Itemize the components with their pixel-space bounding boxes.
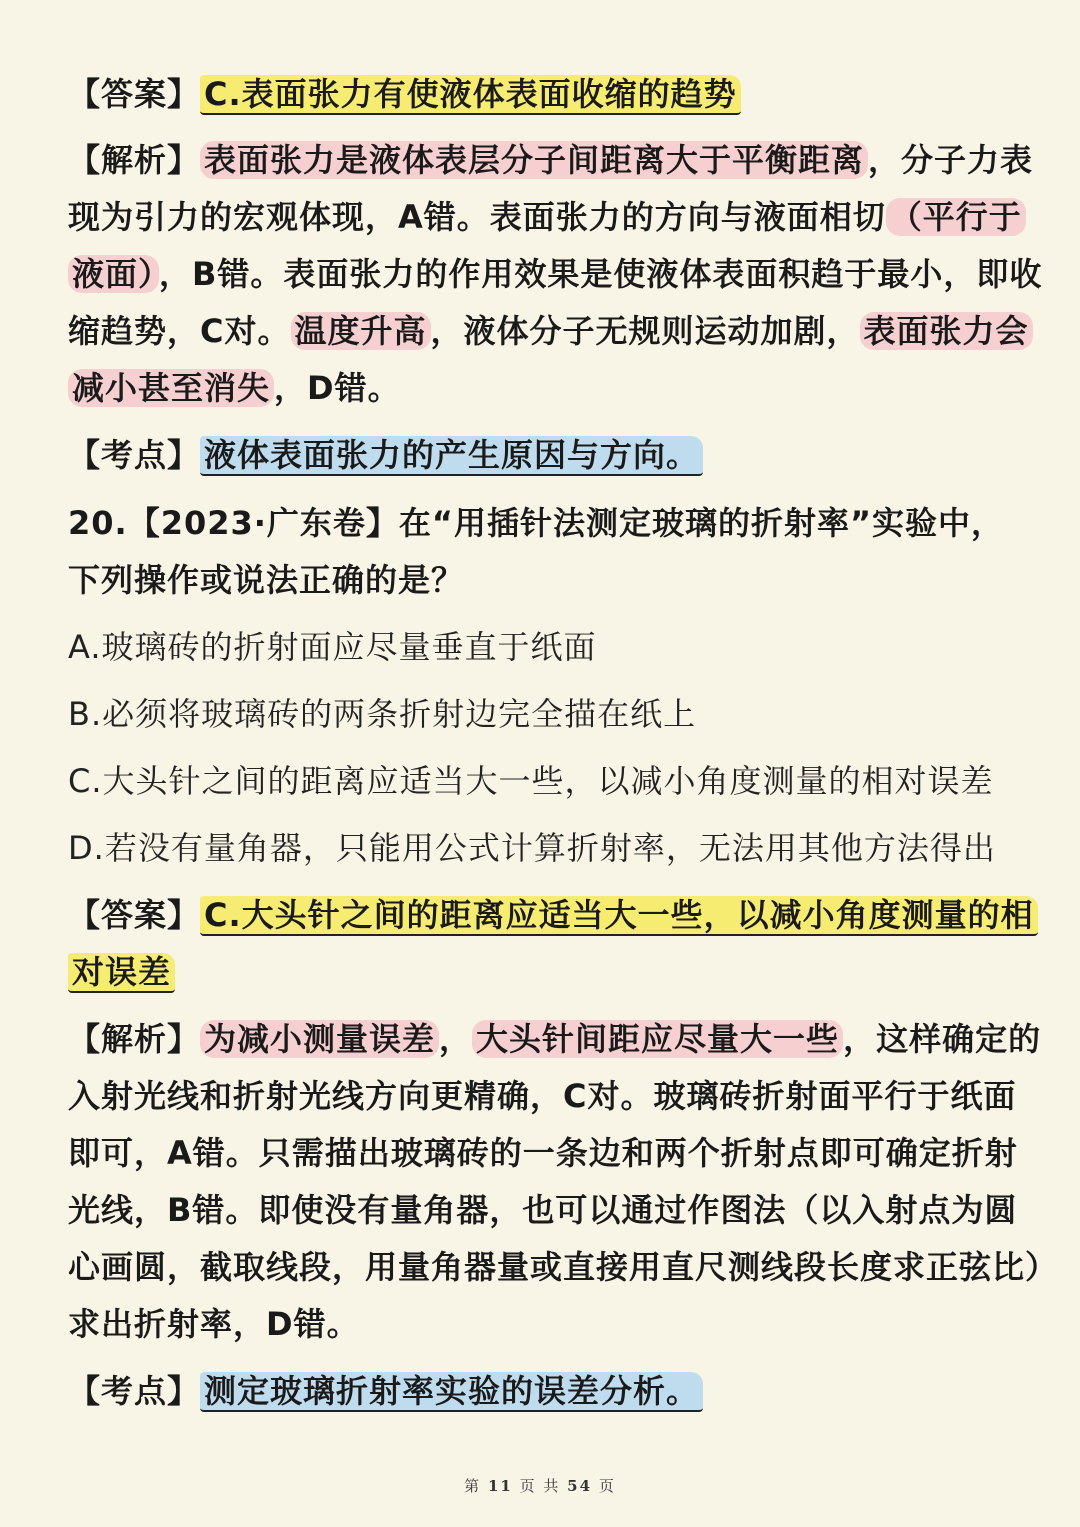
highlight: 表面张力会 [860, 312, 1033, 350]
option-c [68, 761, 1020, 801]
point-text: 液体表面张力的产生原因与方向。 [200, 436, 703, 476]
total-pages: 54 [567, 1477, 593, 1495]
answer-line-2 [68, 952, 1020, 992]
highlight: 表面张力是液体表层分子间距离大于平衡距离 [200, 141, 868, 179]
analysis-line-1 [68, 140, 1034, 180]
question-stem: 下列操作或说法正确的是？ [68, 561, 465, 599]
text: ，液体分子无规则运动加剧， [430, 312, 860, 350]
point-label: 【考点】 [68, 436, 201, 474]
analysis-label: 【解析】 [68, 141, 201, 179]
answer-line [68, 74, 1020, 114]
text: 即可，A错。只需描出玻璃砖的一条边和两个折射点即可确定折射 [68, 1134, 1018, 1172]
question-stem: 20.【2023·广东卷】在“用插针法测定玻璃的折射率”实验中， [68, 504, 1004, 542]
highlight: 减小甚至消失 [68, 369, 274, 407]
text: ，分子力表 [868, 141, 1034, 179]
answer-text: C.大头针之间的距离应适当大一些，以减小角度测量的相 [200, 896, 1038, 936]
analysis-line-5 [68, 1247, 1059, 1287]
text: 缩趋势，C对。 [68, 312, 291, 350]
text: 心画圆，截取线段，用量角器量或直接用直尺测线段长度求正弦比） [68, 1248, 1059, 1286]
highlight: 为减小测量误差 [200, 1020, 439, 1058]
analysis-line-3 [68, 1133, 1020, 1173]
analysis-label: 【解析】 [68, 1020, 201, 1058]
highlight: 液面） [68, 255, 159, 293]
analysis-line-6 [68, 1304, 1020, 1344]
analysis-line-1 [68, 1019, 1042, 1059]
highlight: （平行于 [886, 198, 1026, 236]
option-d-text: D.若没有量角器，只能用公式计算折射率，无法用其他方法得出 [68, 829, 996, 867]
text: ，B错。表面张力的作用效果是使液体表面积趋于最小，即收 [159, 255, 1043, 293]
analysis-line-4 [68, 1190, 1020, 1230]
question-stem-line-1 [68, 503, 1020, 543]
option-a-text: A.玻璃砖的折射面应尽量垂直于纸面 [68, 628, 597, 666]
analysis-line-2 [68, 197, 1020, 237]
text: 入射光线和折射光线方向更精确，C对。玻璃砖折射面平行于纸面 [68, 1077, 1017, 1115]
option-d [68, 828, 1020, 868]
text: 求出折射率，D错。 [68, 1305, 360, 1343]
analysis-line-2 [68, 1076, 1020, 1116]
page-footer [0, 1475, 1080, 1496]
question-stem-line-2 [68, 560, 1020, 600]
point-label: 【考点】 [68, 1372, 201, 1410]
option-c-text: C.大头针之间的距离应适当大一些，以减小角度测量的相对误差 [68, 762, 994, 800]
option-a [68, 627, 1020, 667]
footer-pre: 第 [464, 1477, 482, 1495]
point-line [68, 1371, 1020, 1411]
answer-label: 【答案】 [68, 75, 201, 113]
highlight: 大头针间距应尽量大一些 [472, 1020, 843, 1058]
text: ，这样确定的 [843, 1020, 1042, 1058]
answer-line-1 [68, 895, 1034, 935]
point-line [68, 435, 1020, 475]
highlight: 温度升高 [291, 312, 431, 350]
text: ，D错。 [274, 369, 401, 407]
answer-text: C.表面张力有使液体表面收缩的趋势 [200, 75, 741, 115]
option-b [68, 694, 1020, 734]
answer-text: 对误差 [68, 953, 175, 993]
text: ， [439, 1020, 473, 1058]
analysis-line-3 [68, 254, 1043, 294]
text: 现为引力的宏观体现，A错。表面张力的方向与液面相切 [68, 198, 886, 236]
text: 光线，B错。即使没有量角器，也可以通过作图法（以入射点为圆 [68, 1191, 1018, 1229]
analysis-line-5 [68, 368, 1020, 408]
page-number: 11 [487, 1477, 513, 1495]
option-b-text: B.必须将玻璃砖的两条折射边完全描在纸上 [68, 695, 697, 733]
analysis-line-4 [68, 311, 1029, 351]
point-text: 测定玻璃折射率实验的误差分析。 [200, 1372, 703, 1412]
answer-label: 【答案】 [68, 896, 201, 934]
footer-mid: 页 共 [519, 1477, 561, 1495]
footer-post: 页 [598, 1477, 616, 1495]
